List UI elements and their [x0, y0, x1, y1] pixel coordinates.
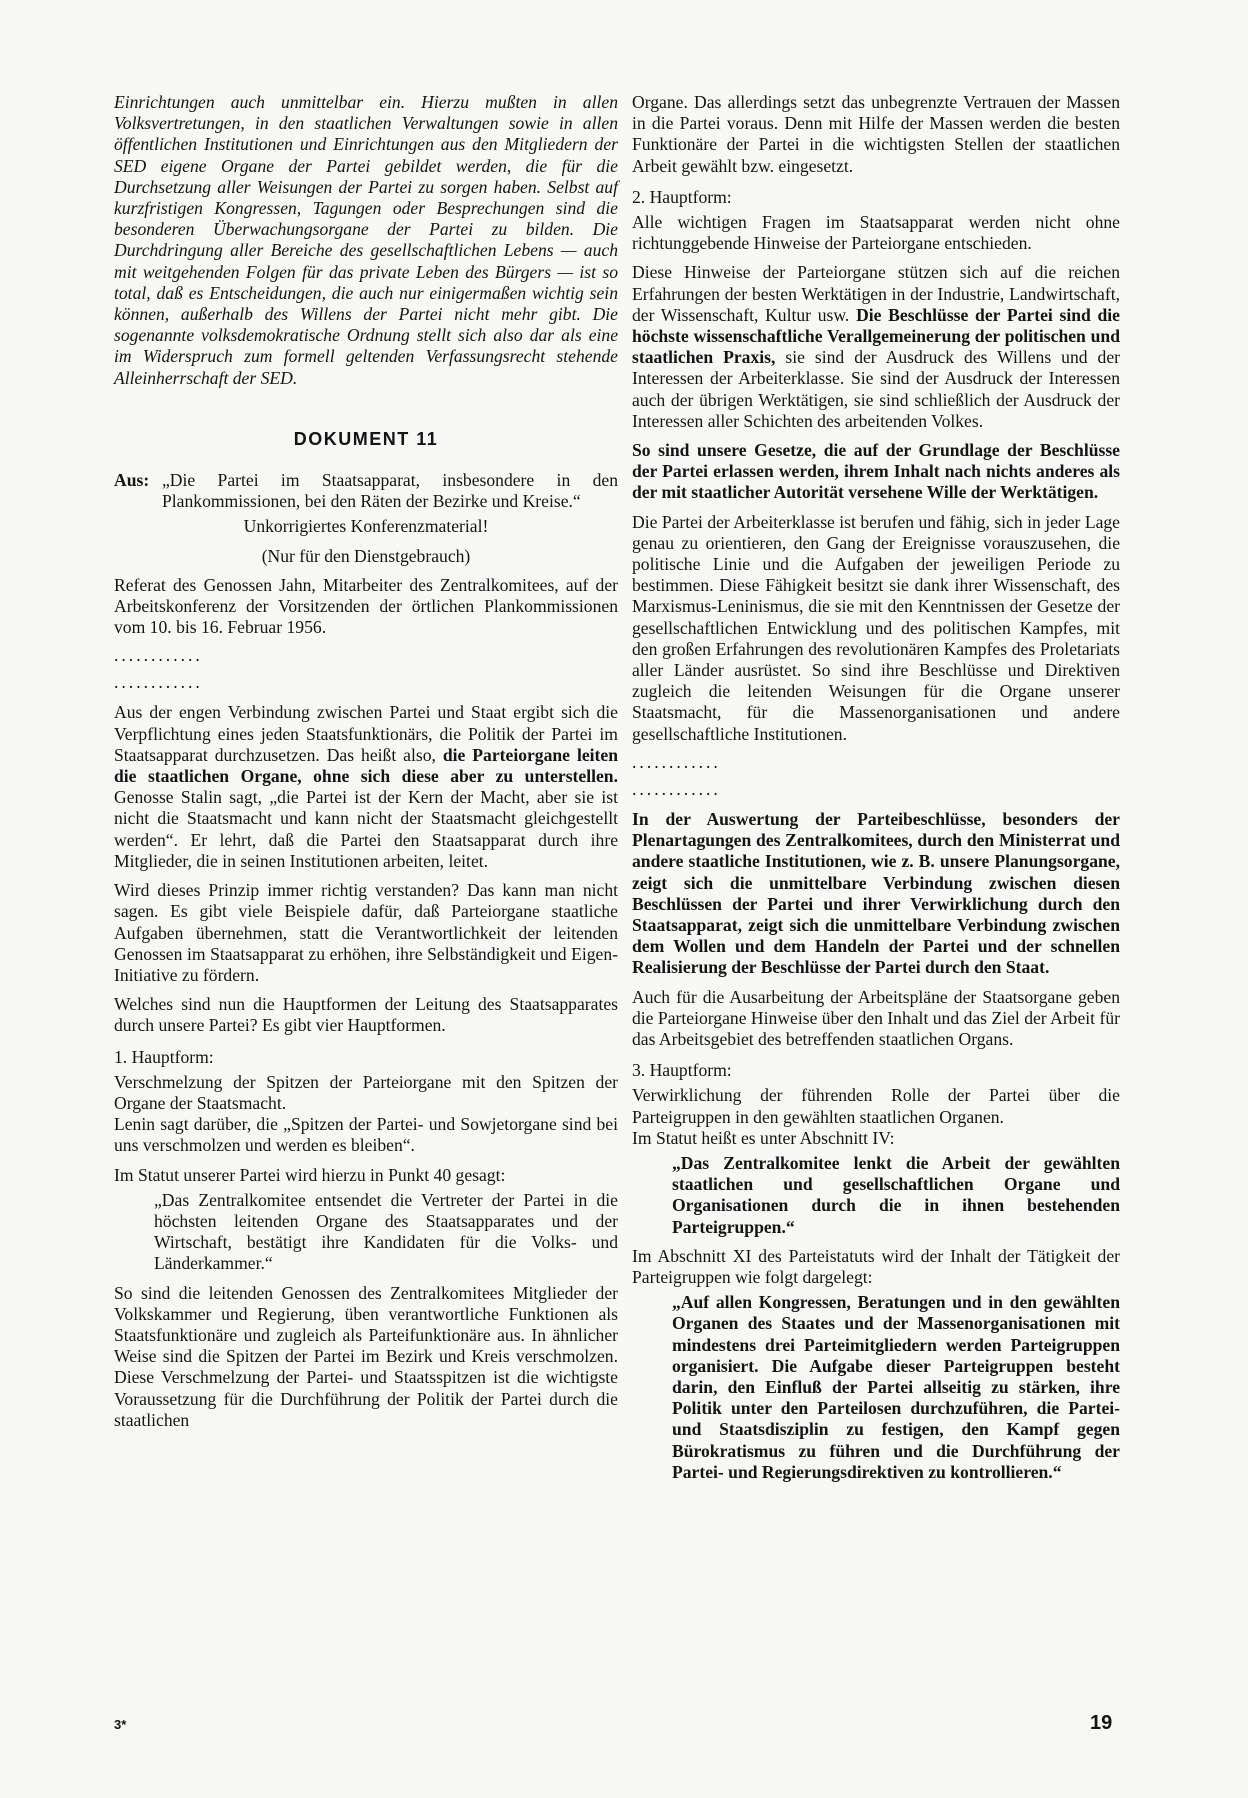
- referat-paragraph: Referat des Genossen Jahn, Mitarbeiter des Zentralkomitees, auf der Arbeitskonferenz der Vorsitzenden der örtlichen Plankommissionen vom 10. bis 16. Februar 1956.: [114, 574, 618, 638]
- text-span: Diese Hinweise der Parteiorgane stützen sich auf die reichen Erfahrungen der besten Werktätigen in der Industrie, Landwirtschaft, der Wissenschaft, Kultur usw.: [632, 262, 1120, 325]
- source-label: Aus:: [114, 470, 150, 491]
- right-column: [632, 92, 1120, 1491]
- intro-paragraph: Einrichtungen auch unmittelbar ein. Hierzu mußten in allen Volksvertretungen, in den staatlichen Verwaltungen sowie in allen öffentlichen Institutionen und Einrichtungen aus den Mitgliedern der SED eigene Organe der Partei gebildet werden, die für die Durchsetzung aller Weisungen der Partei zu sorgen haben. Selbst auf kurzfristigen Kongressen, Tagungen oder Besprechungen sind die besonderen Überwachungsorgane der Partei zu bilden. Die Durchdringung aller Bereiche des gesellschaftlichen Lebens — auch mit weitgehenden Folgen für das private Leben des Bürgers — ist so total, daß es Entscheidungen, die auch nur einigermaßen wichtig sein können, außerhalb des Willens der Partei nicht mehr gibt. Die sogenannte volksdemokratische Ordnung stellt sich also dar als eine im Widerspruch zum formell geltenden Verfassungsrecht stehende Alleinherrschaft der SED.: [114, 92, 618, 388]
- body-paragraph: Im Abschnitt XI des Parteistatuts wird der Inhalt der Tätigkeit der Parteigruppen wie folgt dargelegt:: [632, 1245, 1120, 1287]
- block-quote: „Auf allen Kongressen, Beratungen und in den gewählten Organen des Staates und der Massenorganisationen mit mindestens drei Parteimitgliedern werden Parteigruppen organisiert. Die Aufgabe dieser Parteigruppen besteht darin, den Einfluß der Partei allseitig zu stärken, ihre Politik unter den Parteilosen durchzuführen, die Partei- und Staatsdisziplin zu festigen, den Kampf gegen Bürokratismus zu führen und die Durchführung der Partei- und Regierungsdirektiven zu kontrollieren.“: [672, 1292, 1120, 1482]
- body-paragraph: Organe. Das allerdings setzt das unbegrenzte Vertrauen der Massen in die Partei voraus. Denn mit Hilfe der Massen werden die besten Funktionäre der Partei in die wichtigsten Stellen der staatlichen Arbeit gewählt bzw. eingesetzt.: [632, 92, 1120, 176]
- body-paragraph: Im Statut unserer Partei wird hierzu in Punkt 40 gesagt:: [114, 1164, 506, 1185]
- section-heading: 2. Hauptform:: [632, 186, 732, 207]
- emphasis-span: die Parteiorgane leiten die staatlichen Organe, ohne sich diese aber zu unterstellen.: [114, 744, 618, 787]
- left-column: [114, 92, 618, 1439]
- body-paragraph: Verwirklichung der führenden Rolle der Partei über die Parteigruppen in den gewählten staatlichen Organen.: [632, 1085, 1120, 1127]
- text-span: Genosse Stalin sagt, „die Partei ist der Kern der Macht, aber sie ist nicht die Staatsmacht und kann nicht der Staatsmacht gleichgestellt werden“. Er lehrt, daß die Partei den Staatsapparat durch ihre Mitglieder, die in seinen Institutionen arbeiten, leitet.: [114, 787, 618, 871]
- signature-mark: 3*: [114, 1717, 127, 1732]
- block-quote: „Das Zentralkomitee entsendet die Vertreter der Partei in die höchsten leitenden Organe des Staatsapparates und der Wirtschaft, bestätigt ihre Kandidaten für die Volks- und Länderkammer.“: [154, 1189, 618, 1274]
- section-heading: 3. Hauptform:: [632, 1060, 732, 1081]
- section-heading: 1. Hauptform:: [114, 1046, 214, 1067]
- ellipsis-line: ............: [632, 751, 721, 772]
- ellipsis-line: ............: [114, 672, 203, 693]
- block-quote: „Das Zentralkomitee lenkt die Arbeit der gewählten staatlichen und gesellschaftlichen Organe und Organisationen durch die in ihnen bestehenden Parteigruppen.“: [672, 1152, 1120, 1237]
- body-paragraph: Im Statut heißt es unter Abschnitt IV:: [632, 1127, 895, 1148]
- emphasis-paragraph: In der Auswertung der Parteibeschlüsse, besonders der Plenartagungen des Zentralkomitees, durch den Ministerrat und andere staatliche Institutionen, wie z. B. unsere Planungsorgane, zeigt sich die unmittelbare Verbindung zwischen diesen Beschlüssen der Partei und ihrer Verwirklichung durch den Staatsapparat, zeigt sich die unmittelbare Verbindung zwischen dem Wollen und dem Handeln der Partei und der schnellen Realisierung der Beschlüsse der Partei durch den Staat.: [632, 808, 1120, 978]
- emphasis-span: Die Beschlüsse der Partei sind die höchste wissenschaftliche Verallgemeinerung der politischen und staatlichen Praxis,: [632, 304, 1120, 368]
- source-citation: [114, 470, 618, 512]
- body-paragraph: Auch für die Ausarbeitung der Arbeitspläne der Staatsorgane geben die Parteiorgane Hinweise über den Inhalt und das Ziel der Arbeit für das Arbeitsgebiet des betreffenden staatlichen Organs.: [632, 986, 1120, 1049]
- ellipsis-line: ............: [632, 778, 721, 799]
- document-heading: DOKUMENT 11: [293, 428, 439, 449]
- body-paragraph: Lenin sagt darüber, die „Spitzen der Partei- und Sowjetorgane sind bei uns verschmolzen und werden es bleiben“.: [114, 1114, 618, 1156]
- body-paragraph: Wird dieses Prinzip immer richtig verstanden? Das kann man nicht sagen. Es gibt viele Beispiele dafür, daß Parteiorgane staatliche Aufgaben übernehmen, statt die Verantwortlichkeit der leitenden Genossen im Staatsapparat zu erhöhen, ihre Selbständigkeit und Eigen-Initiative zu fördern.: [114, 880, 618, 985]
- body-paragraph: [632, 262, 1120, 432]
- text-span: Aus der engen Verbindung zwischen Partei und Staat ergibt sich die Verpflichtung eines jeden Staatsfunktionärs, die Politik der Partei im Staatsapparat durchzusetzen. Das heißt also,: [114, 702, 618, 765]
- body-paragraph: [114, 702, 618, 872]
- body-paragraph: Die Partei der Arbeiterklasse ist berufen und fähig, sich in jeder Lage genau zu orientieren, den Gang der Ereignisse vorauszusehen, die politische Linie und die Aufgaben der jeweiligen Periode zu bestimmen. Diese Fähigkeit besitzt sie dank ihrer Wissenschaft, des Marxismus-Leninismus, die sie mit den Kenntnissen der Gesetze der gesellschaftlichen Entwicklung und des politischen Kampfes, mit den großen Erfahrungen des revolutionären Kampfes des Proletariats aller Länder ausrüstet. So sind ihre Beschlüsse und Direktiven zugleich die leitenden Weisungen für die Organe unserer Staatsmacht, für die Massenorganisationen und andere gesellschaftliche Institutionen.: [632, 511, 1120, 744]
- emphasis-paragraph: So sind unsere Gesetze, die auf der Grundlage der Beschlüsse der Partei erlassen werden, ihrem Inhalt nach nichts anderes als der mit staatlicher Autorität versehene Wille der Werktätigen.: [632, 440, 1120, 503]
- body-paragraph: Alle wichtigen Fragen im Staatsapparat werden nicht ohne richtunggebende Hinweise der Parteiorgane entschieden.: [632, 212, 1120, 254]
- body-paragraph: So sind die leitenden Genossen des Zentralkomitees Mitglieder der Volkskammer und Regierung, üben verantwortliche Funktionen als Staatsfunktionäre und zugleich als Parteifunktionäre aus. In ähnlicher Weise sind die Spitzen der Partei im Bezirk und Kreis verschmolzen. Diese Verschmelzung der Partei- und Staatsspitzen ist die wichtigste Voraussetzung für die Durchführung der Politik der Partei durch die staatlichen: [114, 1282, 618, 1430]
- body-paragraph: Verschmelzung der Spitzen der Parteiorgane mit den Spitzen der Organe der Staatsmacht.: [114, 1071, 618, 1113]
- ellipsis-line: ............: [114, 645, 203, 666]
- text-span: sie sind der Ausdruck des Willens und der Interessen der Arbeiterklasse. Sie sind der Ausdruck der Interessen auch der übrigen Werktätigen, sie sind schließlich der Ausdruck der Interessen aller Schichten des arbeitenden Volkes.: [632, 347, 1120, 431]
- source-title: „Die Partei im Staatsapparat, insbesondere in den Plankommissionen, bei den Räten der Bezirke und Kreise.“: [162, 470, 618, 512]
- body-paragraph: Welches sind nun die Hauptformen der Leitung des Staatsapparates durch unsere Partei? Es gibt vier Hauptformen.: [114, 994, 618, 1036]
- page-number: 19: [1090, 1712, 1113, 1734]
- usage-note: (Nur für den Dienstgebrauch): [261, 545, 471, 566]
- material-note: Unkorrigiertes Konferenzmaterial!: [243, 516, 489, 537]
